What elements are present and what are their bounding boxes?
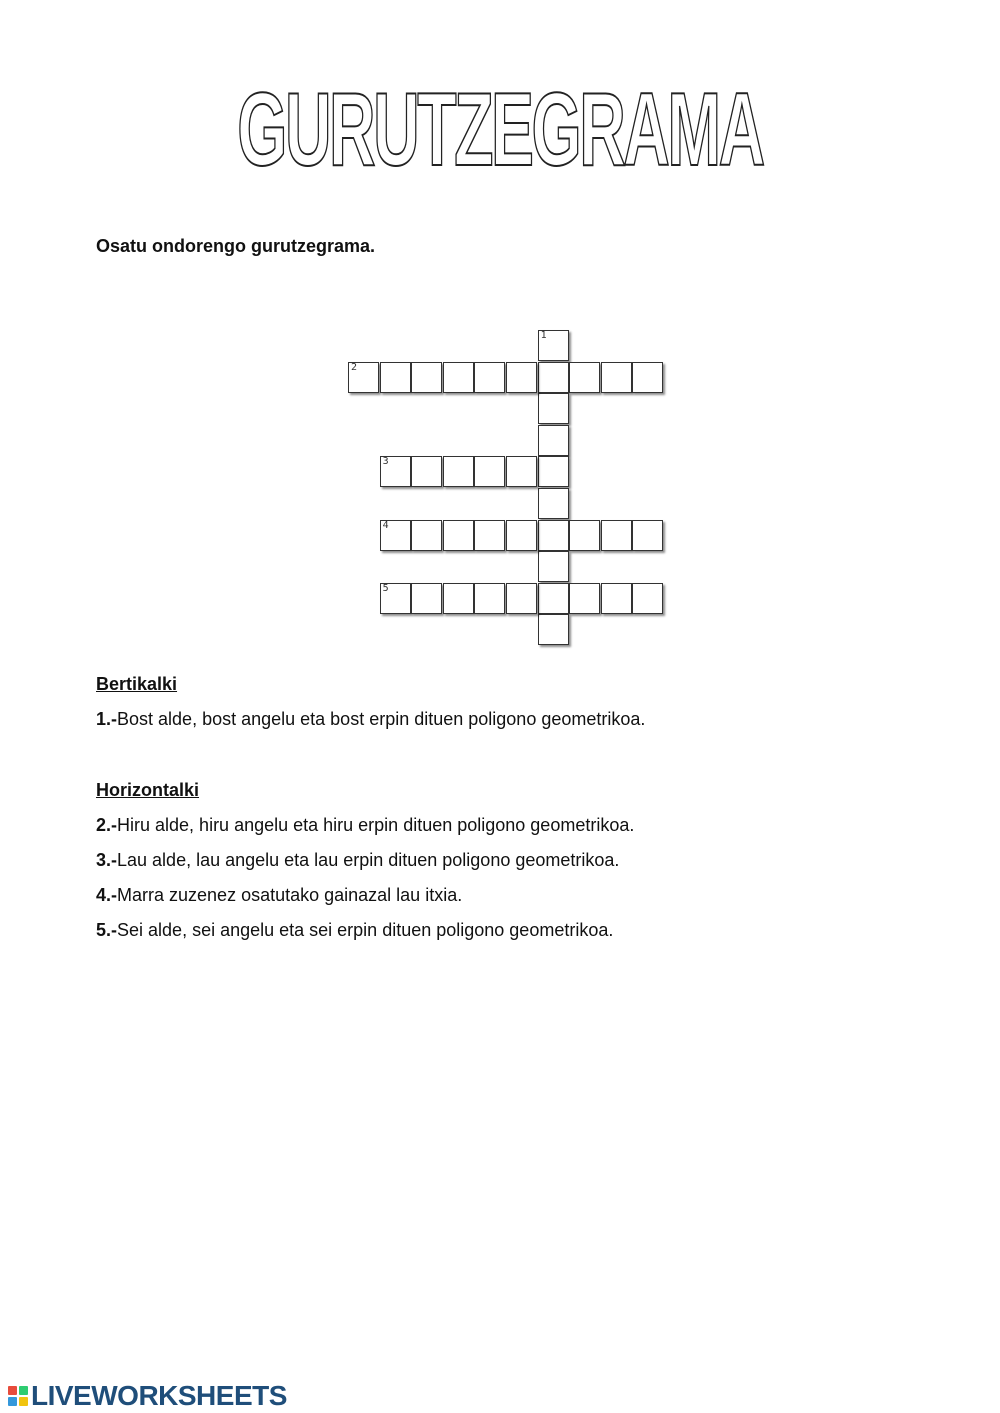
crossword-cell[interactable] bbox=[474, 520, 505, 551]
crossword-cell[interactable] bbox=[411, 583, 442, 614]
crossword-cell[interactable] bbox=[411, 362, 442, 393]
crossword-cell[interactable] bbox=[443, 520, 474, 551]
crossword-cell[interactable] bbox=[443, 583, 474, 614]
clue-text: Marra zuzenez osatutako gainazal lau itxia. bbox=[117, 885, 463, 905]
crossword-cell[interactable] bbox=[601, 583, 632, 614]
clue-text: Bost alde, bost angelu eta bost erpin dituen poligono geometrikoa. bbox=[117, 709, 646, 729]
horizontal-heading: Horizontalki bbox=[96, 780, 200, 800]
crossword-cell[interactable] bbox=[538, 583, 569, 614]
crossword-cell[interactable] bbox=[380, 456, 411, 487]
clue-1 bbox=[96, 707, 916, 731]
crossword-cell[interactable] bbox=[506, 456, 537, 487]
liveworksheets-logo-icon bbox=[8, 1386, 28, 1406]
logo-square bbox=[8, 1386, 17, 1395]
clue-number: 3.- bbox=[96, 850, 118, 870]
crossword-cell[interactable] bbox=[601, 520, 632, 551]
crossword-cell[interactable] bbox=[506, 583, 537, 614]
crossword-cell[interactable] bbox=[380, 520, 411, 551]
clue-text: Sei alde, sei angelu eta sei erpin dituen poligono geometrikoa. bbox=[117, 920, 614, 940]
clue-text: Lau alde, lau angelu eta lau erpin dituen poligono geometrikoa. bbox=[117, 850, 620, 870]
crossword-cell[interactable] bbox=[569, 520, 600, 551]
footer-brand bbox=[8, 1380, 287, 1412]
crossword-cell[interactable] bbox=[348, 362, 379, 393]
clue-number: 4.- bbox=[96, 885, 118, 905]
crossword-cell[interactable] bbox=[538, 551, 569, 582]
crossword-cell[interactable] bbox=[569, 583, 600, 614]
crossword-cell[interactable] bbox=[632, 583, 663, 614]
instruction-text: Osatu ondorengo gurutzegrama. bbox=[96, 236, 376, 256]
crossword-cell[interactable] bbox=[443, 362, 474, 393]
crossword-cell[interactable] bbox=[538, 330, 569, 361]
crossword-cell[interactable] bbox=[474, 362, 505, 393]
crossword-cell[interactable] bbox=[538, 614, 569, 645]
crossword-cell[interactable] bbox=[443, 456, 474, 487]
crossword-cell[interactable] bbox=[601, 362, 632, 393]
crossword-cell[interactable] bbox=[506, 362, 537, 393]
crossword-cell[interactable] bbox=[538, 425, 569, 456]
crossword-cell[interactable] bbox=[380, 583, 411, 614]
vertical-heading: Bertikalki bbox=[96, 674, 178, 694]
logo-square bbox=[19, 1397, 28, 1406]
cell-number: 4 bbox=[382, 519, 389, 531]
clue-text: Hiru alde, hiru angelu eta hiru erpin dituen poligono geometrikoa. bbox=[117, 815, 635, 835]
clue-number: 2.- bbox=[96, 815, 118, 835]
crossword-cell[interactable] bbox=[380, 362, 411, 393]
crossword-cell[interactable] bbox=[506, 520, 537, 551]
clue-2 bbox=[96, 813, 916, 837]
cell-number: 1 bbox=[540, 330, 547, 341]
cell-number: 3 bbox=[382, 456, 389, 468]
crossword-cell[interactable] bbox=[538, 393, 569, 424]
crossword-cell[interactable] bbox=[632, 520, 663, 551]
crossword-cell[interactable] bbox=[411, 456, 442, 487]
crossword-cell[interactable] bbox=[474, 456, 505, 487]
clue-4 bbox=[96, 883, 916, 907]
clue-5 bbox=[96, 918, 916, 942]
cell-number: 5 bbox=[382, 582, 389, 594]
crossword-cell[interactable] bbox=[632, 362, 663, 393]
clue-3 bbox=[96, 848, 916, 872]
clue-number: 1.- bbox=[96, 709, 118, 729]
cell-number: 2 bbox=[351, 361, 358, 373]
logo-square bbox=[8, 1397, 17, 1406]
crossword-cell[interactable] bbox=[538, 520, 569, 551]
crossword-cell[interactable] bbox=[538, 362, 569, 393]
crossword-cell[interactable] bbox=[569, 362, 600, 393]
crossword-cell[interactable] bbox=[538, 488, 569, 519]
clue-number: 5.- bbox=[96, 920, 118, 940]
crossword-cell[interactable] bbox=[411, 520, 442, 551]
clues-section bbox=[96, 674, 916, 953]
crossword-cell[interactable] bbox=[538, 456, 569, 487]
logo-square bbox=[19, 1386, 28, 1395]
brand-name: LIVEWORKSHEETS bbox=[31, 1380, 287, 1411]
page-title: GURUTZEGRAMA bbox=[237, 72, 763, 188]
crossword-cell[interactable] bbox=[474, 583, 505, 614]
